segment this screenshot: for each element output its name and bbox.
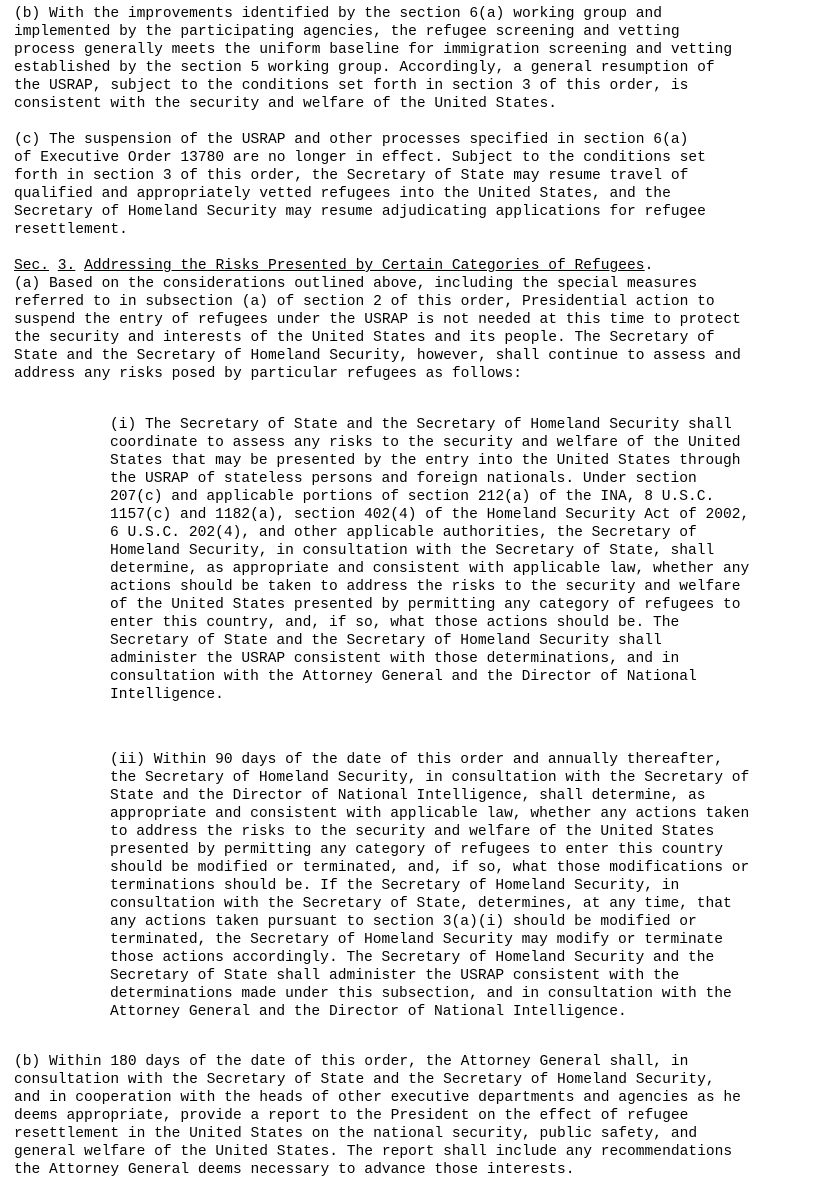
document-page [14,5,814,1179]
line: (b) With the improvements identified by the section 6(a) working group and [14,6,663,22]
section-label: Sec. [14,258,50,274]
subparagraph-i: (i) The Secretary of State and the Secretary of Homeland Security shall coordinate to assess any risks to the security and welfare of the United States that may be presented by the entry into the United States through the USRAP of stateless persons and foreign nationals. Under section 207(c) and applicable portions of section 212(a) of the INA, 8 U.S.C. 1157(c) and 1182(a), section 402(4) of the Homeland Security Act of 2002, 6 U.S.C. 202(4), and other applicable authorities, the Secretary of Homeland Security, in consultation with the Secretary of State, shall determine, as appropriate and consistent with applicable law, whether any actions should be taken to address the risks to the security and welfare of the United States presented by permitting any category of refugees to enter this country, and, if so, what those actions should be. The Secretary of State and the Secretary of Homeland Security shall administer the USRAP consistent with those determinations, and in consultation with the Attorney General and the Director of National Intelligence. [110,416,750,703]
section-title: Addressing the Risks Presented by Certain Categories of Refugees [84,258,645,274]
subparagraph-ii: (ii) Within 90 days of the date of this order and annually thereafter, the Secretary of Homeland Security, in consultation with the Secretary of State and the Director of National Intelligence, shall determine, as appropriate and consistent with applicable law, whether any actions taken to address the risks to the security and welfare of the United States presented by permitting any category of refugees to enter this country should be modified or terminated, and, if so, what those modifications or terminations should be. If the Secretary of Homeland Security, in consultation with the Secretary of State, determines, at any time, that any actions taken pursuant to section 3(a)(i) should be modified or terminated, the Secretary of Homeland Security may modify or terminate those actions accordingly. The Secretary of Homeland Security and the Secretary of State shall administer the USRAP consistent with the determinations made under this subsection, and in consultation with the Attorney General and the Director of National Intelligence. [110,751,750,1020]
paragraph-b-prior-section: (b) With the improvements identified by the section 6(a) working group and implemented by the participating agencies, the refugee screening and vetting process generally meets the uniform baseline for immigration screening and vetting established by the section 5 working group. Accordingly, a general resumption of the USRAP, subject to the conditions set forth in section 3 of this order, is consistent with the security and welfare of the United States. [14,6,733,112]
paragraph-b-section-3: (b) Within 180 days of the date of this order, the Attorney General shall, in consultation with the Secretary of State and the Secretary of Homeland Security, and in cooperation with the heads of other executive departments and agencies as he deems appropriate, provide a report to the President on the effect of refugee resettlement in the United States on the national security, public safety, and general welfare of the United States. The report shall include any recommendations the Attorney General deems necessary to advance those interests. [14,1054,741,1179]
section-title-end: . [644,258,654,274]
section-number: 3. [57,258,76,274]
paragraph-c-prior-section: (c) The suspension of the USRAP and other processes specified in section 6(a) of Executive Order 13780 are no longer in effect. Subject to the conditions set forth in section 3 of this order, the Secretary of State may resume travel of qualified and appropriately vetted refugees into the United States, and the Secretary of Homeland Security may resume adjudicating applications for refugee resettlement. [14,132,706,238]
section-3-heading-and-paragraph-a: Sec. 3. Addressing the Risks Presented by Certain Categories of Refugees. (a) Based on the considerations outlined above, including the special measures referred to in subsection (a) of section 2 of this order, Presidential action to suspend the entry of refugees under the USRAP is not needed at this time to protect the security and interests of the United States and its people. The Secretary of State and the Secretary of Homeland Security, however, shall continue to assess and address any risks posed by particular refugees as follows: [14,258,741,382]
